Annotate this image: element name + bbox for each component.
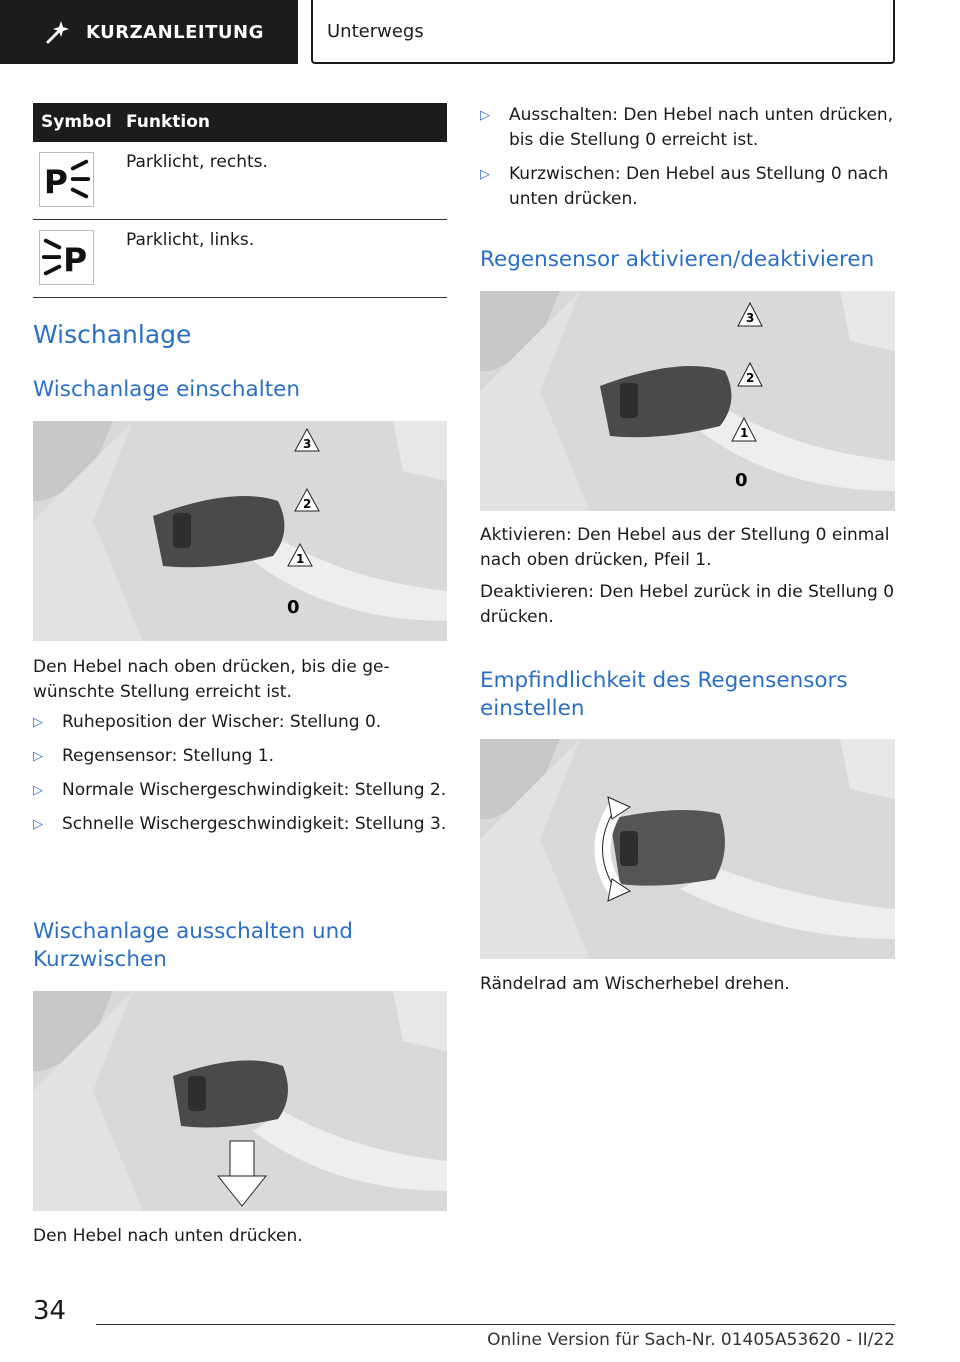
col-function: Funktion (126, 112, 211, 132)
row-text: Parklicht, rechts. (126, 152, 268, 172)
list-item: ▷ Ruheposition der Wischer: Stellung 0. (33, 710, 447, 735)
text-aktivieren: Aktivieren: Den Hebel aus der Stellung 0 einmal nach oben drücken, Pfeil 1. (480, 525, 890, 570)
text-einschalten: Den Hebel nach oben drücken, bis die gewünschte Stellung erreicht ist. (33, 657, 390, 702)
figure-label-2: 2 (303, 497, 312, 511)
list-item: ▷ Ausschalten: Den Hebel nach unten drücken, bis die Stellung 0 erreicht ist. (480, 103, 895, 153)
figure-label-3: 3 (303, 437, 312, 451)
section-title: KURZANLEITUNG (86, 21, 264, 43)
quick-start-star-icon (44, 18, 72, 46)
figure-label-3: 3 (746, 311, 755, 325)
parking-light-left-icon (39, 230, 94, 285)
table-header (33, 103, 447, 142)
figure-wiper-lever-up (33, 421, 447, 641)
heading-empfindlichkeit: Empfindlichkeit des Regensensors einstellen (480, 668, 848, 721)
text-ausschalten: Den Hebel nach unten drücken. (33, 1226, 303, 1246)
bullet-list-off (480, 103, 895, 221)
chapter-box (311, 0, 895, 64)
heading-einschalten: Wischanlage einschalten (33, 377, 300, 402)
bullet-list-positions (33, 710, 447, 846)
footer-divider (96, 1324, 895, 1325)
svg-text:P: P (43, 163, 68, 202)
list-item: ▷ Kurzwischen: Den Hebel aus Stellung 0 nach unten drücken. (480, 162, 895, 212)
list-item: ▷ Regensensor: Stellung 1. (33, 744, 447, 769)
section-tab[interactable] (0, 0, 298, 64)
table-row (33, 142, 447, 220)
figure-thumbwheel (480, 739, 895, 959)
figure-label-1: 1 (740, 426, 749, 440)
parking-light-right-icon (39, 152, 94, 207)
figure-label-1: 1 (296, 552, 305, 566)
chapter-title: Unterwegs (327, 20, 424, 42)
heading-regensensor: Regensensor aktivieren/deaktivieren (480, 247, 875, 272)
heading-ausschalten: Wischanlage ausschalten und Kurzwischen (33, 919, 353, 972)
page-number: 34 (33, 1296, 67, 1326)
heading-wischanlage: Wischanlage (33, 320, 192, 349)
col-symbol: Symbol (41, 112, 112, 132)
table-row (33, 220, 447, 298)
figure-label-0: 0 (735, 470, 748, 491)
list-item: ▷ Normale Wischergeschwindigkeit: Stellung 2. (33, 778, 447, 803)
figure-label-0: 0 (287, 597, 300, 618)
figure-rain-sensor (480, 291, 895, 511)
figure-wiper-lever-down (33, 991, 447, 1211)
list-item: ▷ Schnelle Wischergeschwindigkeit: Stellung 3. (33, 812, 447, 837)
row-text: Parklicht, links. (126, 230, 255, 250)
figure-label-2: 2 (746, 371, 755, 385)
text-raendelrad: Rändelrad am Wischerhebel drehen. (480, 974, 790, 994)
text-deaktivieren: Deaktivieren: Den Hebel zurück in die Stellung 0 drücken. (480, 582, 895, 627)
footer-text: Online Version für Sach-Nr. 01405A53620 - II/22 (487, 1330, 895, 1350)
svg-text:P: P (63, 241, 88, 280)
